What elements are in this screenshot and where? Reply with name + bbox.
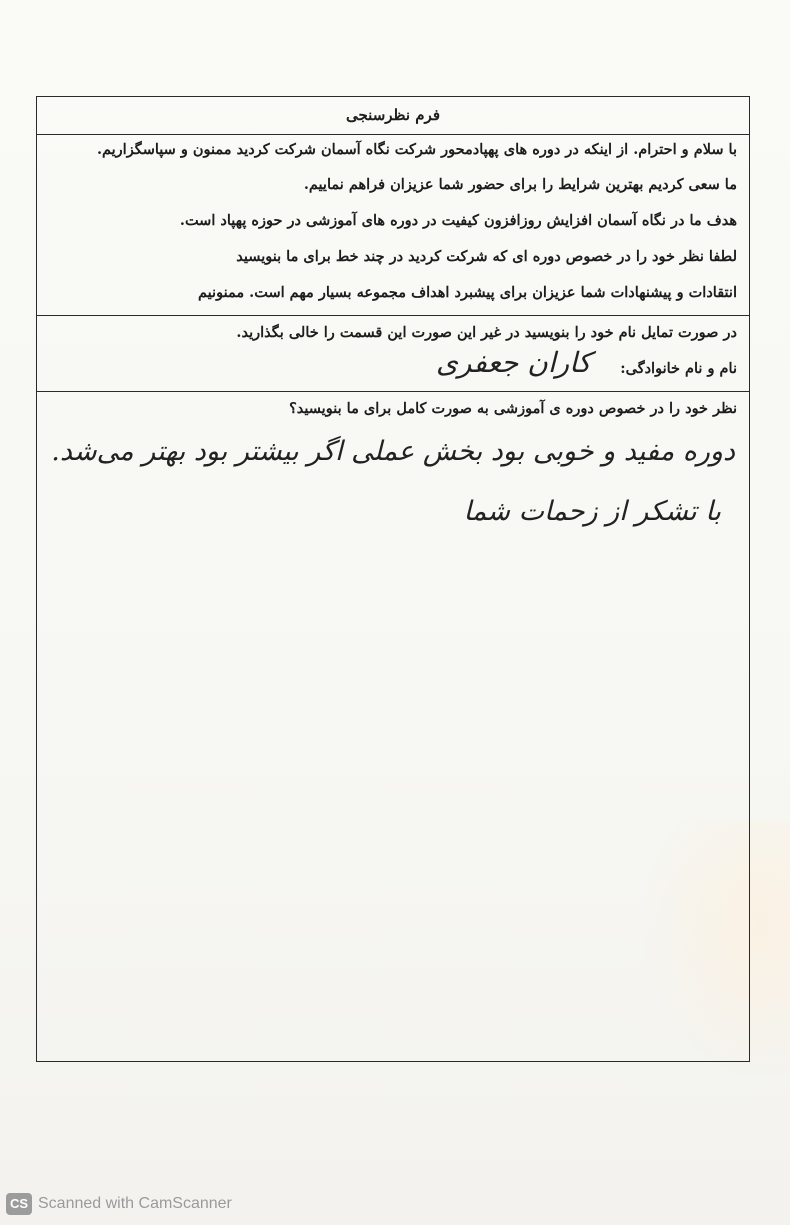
intro-line: انتقادات و پیشنهادات شما عزیزان برای پیشبرد اهداف مجموعه بسیار مهم است. ممنونیم [198, 284, 737, 301]
intro-section [37, 135, 749, 316]
scanner-watermark: Scanned with CamScanner [38, 1195, 232, 1212]
name-section [37, 316, 749, 392]
intro-line: هدف ما در نگاه آسمان افزایش روزافزون کیفیت در دوره های آموزشی در حوزه پهپاد است. [179, 212, 737, 229]
form-title: فرم نظرسنجی [346, 106, 440, 124]
name-label: نام و نام خانوادگی: [620, 360, 737, 377]
handwritten-comment-line: با تشکر از زحمات شما [463, 496, 721, 527]
handwritten-name: کاران جعفری [436, 346, 591, 379]
form-title-row [37, 97, 749, 135]
survey-form [36, 96, 750, 1062]
comment-section [37, 392, 749, 1061]
comment-question: نظر خود را در خصوص دوره ی آموزشی به صورت کامل برای ما بنویسید؟ [289, 400, 737, 417]
intro-line: لطفا نظر خود را در خصوص دوره ای که شرکت کردید در چند خط برای ما بنویسید [236, 248, 737, 265]
intro-line: ما سعی کردیم بهترین شرایط را برای حضور شما عزیزان فراهم نماییم. [303, 176, 737, 193]
handwritten-comment-line: دوره مفید و خوبی بود بخش عملی اگر بیشتر بود بهتر می‌شد. [51, 436, 735, 467]
name-instruction: در صورت تمایل نام خود را بنویسید در غیر این صورت این قسمت را خالی بگذارید. [236, 324, 737, 341]
camscanner-logo: CS [6, 1193, 32, 1215]
intro-line: با سلام و احترام. از اینکه در دوره های پهپادمحور شرکت نگاه آسمان شرکت کردید ممنون و سپاسگزاریم. [96, 141, 737, 158]
